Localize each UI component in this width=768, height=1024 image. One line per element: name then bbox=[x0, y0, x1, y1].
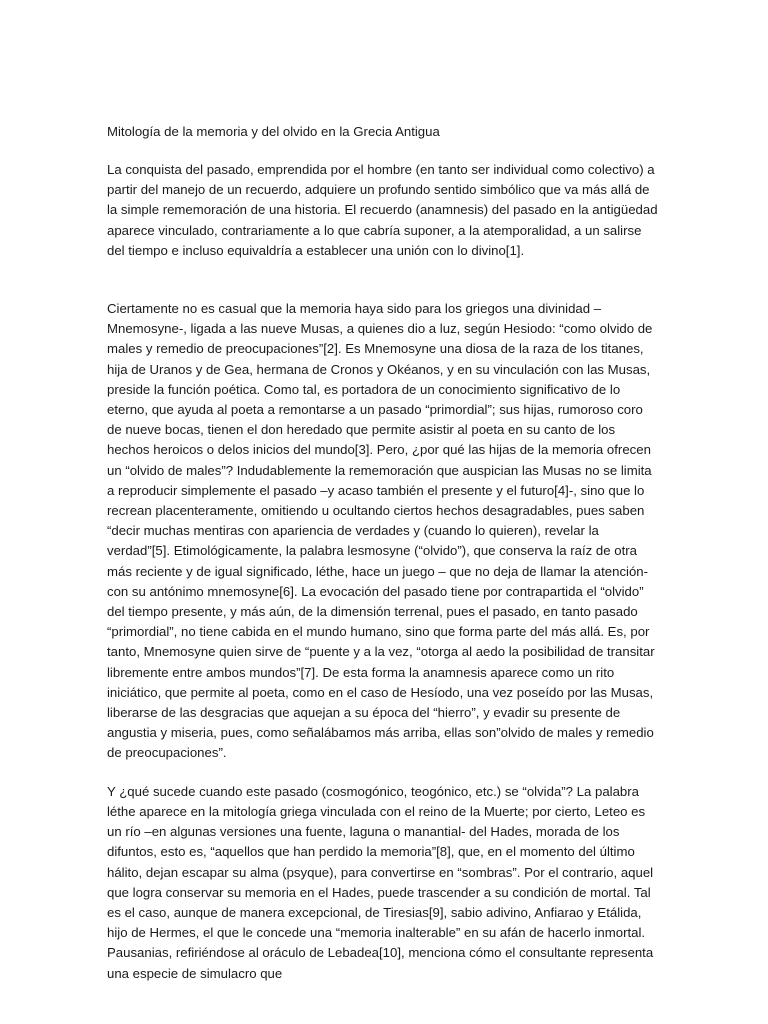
document-body bbox=[107, 122, 659, 1002]
document-title: Mitología de la memoria y del olvido en la Grecia Antigua bbox=[107, 124, 440, 139]
paragraph-mnemosyne: Ciertamente no es casual que la memoria haya sido para los griegos una divinidad –Mnemosyne-, ligada a las nueve Musas, a quienes dio a luz, según Hesiodo: “como olvido de males y remedio de preocupaciones”[2]. Es Mnemosyne una diosa de la raza de los titanes, hija de Uranos y de Gea, hermana de Cronos y Okéanos, y en su vinculación con las Musas, preside la función poética. Como tal, es portadora de un conocimiento significativo de lo eterno, que ayuda al poeta a remontarse a un pasado “primordial”; sus hijas, rumoroso coro de nueve bocas, tienen el don heredado que permite asistir al poeta en su canto de los hechos heroicos o delos inicios del mundo[3]. Pero, ¿por qué las hijas de la memoria ofrecen un “olvido de males”? Indudablemente la rememoración que auspician las Musas no se limita a reproducir simplemente el pasado –y acaso también el presente y el futuro[4]-, sino que lo recrean placenteramente, omitiendo u ocultando ciertos hechos desagradables, pues saben “decir muchas mentiras con apariencia de verdades y (cuando lo quieren), revelar la verdad”[5]. Etimológicamente, la palabra lesmosyne (“olvido”), que conserva la raíz de otra más reciente y de igual significado, léthe, hace un juego – que no deja de llamar la atención- con su antónimo mnemosyne[6]. La evocación del pasado tiene por contrapartida el “olvido” del tiempo presente, y más aún, de la dimensión terrenal, pues el pasado, en tanto pasado “primordial”, no tiene cabida en el mundo humano, sino que forma parte del más allá. Es, por tanto, Mnemosyne quien sirve de “puente y a la vez, “otorga al aedo la posibilidad de transitar libremente entre ambos mundos”[7]. De esta forma la anamnesis aparece como un rito iniciático, que permite al poeta, como en el caso de Hesíodo, una vez poseído por las Musas, liberarse de las desgracias que aquejan a su época del “hierro”, y evadir su presente de angustia y miseria, pues, como señalábamos más arriba, ellas son”olvido de males y remedio de preocupaciones”. bbox=[107, 301, 655, 761]
paragraph-lethe: Y ¿qué sucede cuando este pasado (cosmogónico, teogónico, etc.) se “olvida”? La palabra léthe aparece en la mitología griega vinculada con el reino de la Muerte; por cierto, Leteo es un río –en algunas versiones una fuente, laguna o manantial- del Hades, morada de los difuntos, esto es, “aquellos que han perdido la memoria”[8], que, en el momento del último hálito, dejan escapar su alma (psyque), para convertirse en “sombras”. Por el contrario, aquel que logra conservar su memoria en el Hades, puede trascender a su condición de mortal. Tal es el caso, aunque de manera excepcional, de Tiresias[9], sabio adivino, Anfiarao y Etálida, hijo de Hermes, el que le concede una “memoria inalterable” en su afán de hacerlo inmortal. Pausanias, refiriéndose al oráculo de Lebadea[10], menciona cómo el consultante representa una especie de simulacro que bbox=[107, 783, 654, 981]
paragraph-intro: La conquista del pasado, emprendida por el hombre (en tanto ser individual como colectivo) a partir del manejo de un recuerdo, adquiere un profundo sentido simbólico que va más allá de la simple rememoración de una historia. El recuerdo (anamnesis) del pasado en la antigüedad aparece vinculado, contrariamente a lo que cabría suponer, a la atemporalidad, a un salirse del tiempo e incluso equivaldría a establecer una unión con lo divino[1]. bbox=[107, 162, 658, 258]
